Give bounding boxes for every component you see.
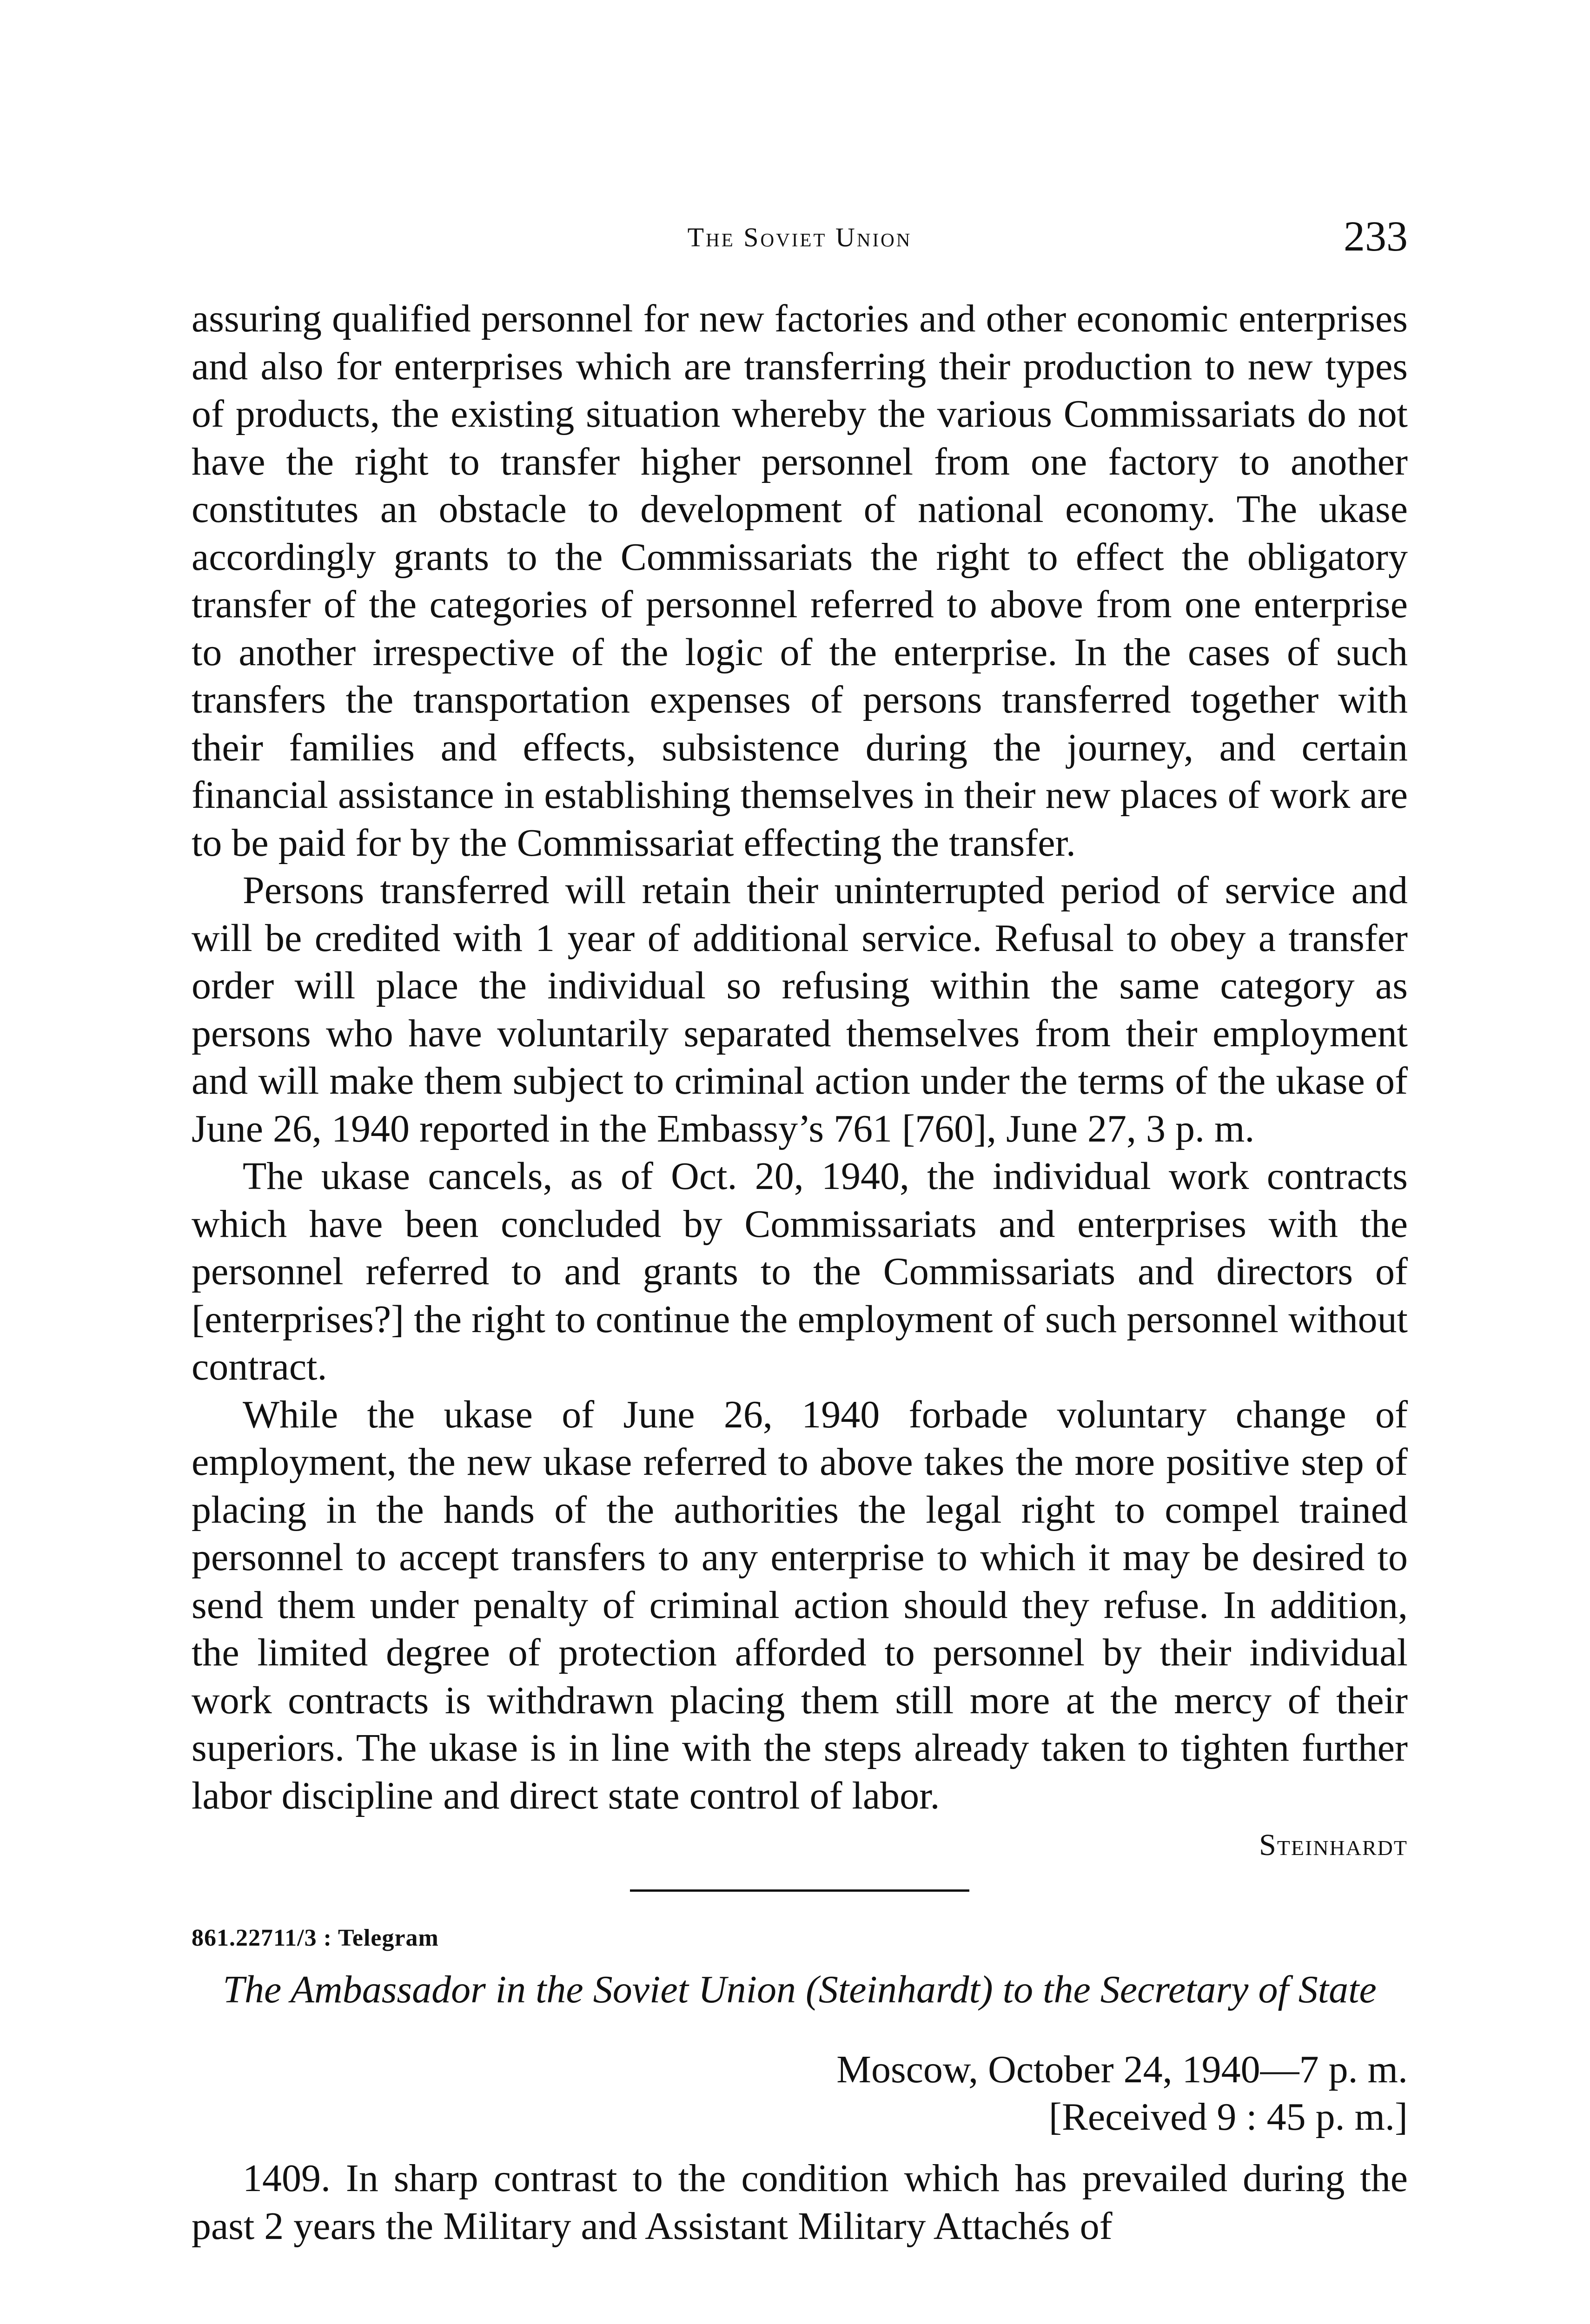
paragraph: While the ukase of June 26, 1940 forbade voluntary change of employment, the new ukase referred to above takes the more positive step of placing in the hands of the authorities the legal right to compel trained personnel to accept transfers to any enterprise to which it may be desired to send them under penalty of criminal action should they refuse. In addition, the limited degree of protection afforded to personnel by their individual work contracts is withdrawn placing them still more at the mercy of their superiors. The ukase is in line with the steps already taken to tighten further labor discipline and direct state control of labor. — [192, 1393, 1408, 1817]
running-title: The Soviet Union — [687, 222, 912, 252]
paragraph: assuring qualified personnel for new factories and other economic enterprises and also for enterprises which are transferring their production to new types of products, the existing situation whereby the various Commissariats do not have the right to transfer higher personnel from one factory to another constitutes an obstacle to development of national economy. The ukase accordingly grants to the Commissariats the right to effect the obligatory transfer of the categories of personnel referred to above from one enterprise to another irrespective of the logic of the enterprise. In the cases of such transfers the transportation expenses of persons transferred together with their families and effects, subsistence during the journey, and certain financial assistance in establishing themselves in their new places of work are to be paid for by the Commissariat effecting the transfer. — [192, 297, 1408, 865]
page-header — [192, 211, 1408, 267]
document-heading: The Ambassador in the Soviet Union (Steinhardt) to the Secretary of State — [223, 1968, 1377, 2011]
telegram-opening: 1409. In sharp contrast to the condition which has prevailed during the past 2 years the Military and Assistant Military Attachés of — [192, 2157, 1408, 2248]
page-number: 233 — [1344, 212, 1408, 260]
body-text — [192, 295, 1408, 2250]
signature: Steinhardt — [1259, 1828, 1408, 1862]
received-time: [Received 9 : 45 p. m.] — [1048, 2095, 1408, 2139]
dateline: Moscow, October 24, 1940—7 p. m. — [836, 2048, 1408, 2091]
paragraph: The ukase cancels, as of Oct. 20, 1940, the individual work contracts which have been concluded by Commissariats and enterprises with the personnel referred to and grants to the Commissariats and directors of [enterprises?] the right to continue the employment of such personnel without contract. — [192, 1155, 1408, 1388]
file-reference: 861.22711/3 : Telegram — [192, 1925, 439, 1951]
paragraph: Persons transferred will retain their uninterrupted period of service and will be credited with 1 year of additional service. Refusal to obey a transfer order will place the individual so refusing within the same category as persons who have voluntarily separated themselves from their employment and will make them subject to criminal action under the terms of the ukase of June 26, 1940 reported in the Embassy’s 761 [760], June 27, 3 p. m. — [192, 869, 1408, 1150]
section-divider — [630, 1889, 969, 1892]
